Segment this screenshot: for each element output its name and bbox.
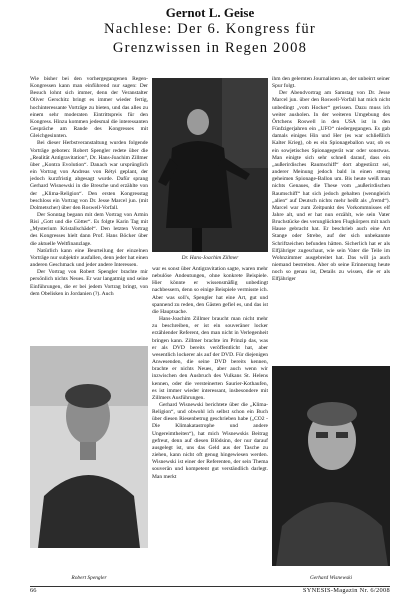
headline-line-1: Nachlese: Der 6. Kongress für: [104, 21, 316, 37]
paragraph: Wie bisher bei den vorhergegangenen Regen-Kongressen kann man einführend nur sagen: Der Besuch lohnt sich immer, denn der Veranstalter Oliver Gerschitz bringt es immer wieder fertig, hochinteressante Vorträge zu bieten, und das alles zu einem sehr moderaten Eintrittspreis für den Kongress. Hinzu kommen jedesmal die interessanten Gespräche am Rande des Kongresses mit Gleichgesinnten.: [30, 76, 148, 140]
author-name: Gernot L. Geise: [165, 5, 255, 20]
paragraph: Der Sonntag begann mit dem Vortrag von Armin Risi „Gott und die Götter“. Es folgte Karin Tag mit „Mysterium Kristallschädel“. Den letzten Vortrag des Kongresses hielt dann Prof. Hans Böcker über die aktuelle Weltfinanzlage.: [30, 211, 148, 247]
paragraph: Der Abendvortrag am Samstag von Dr. Jesse Marcel jun. über den Roswell-Vorfall hat mich nicht unbedingt „vom Hocker“ gerissen. Dazu muss ich weiter ausholen. In der weiteren Umgebung des Örtchens Roswell in den USA ist in den Fünfzigerjahren ein „UFO“ niedergegangen. Es gab damals einiges Hin und Her (es war schließlich Kalter Krieg), ob es ein Spionageballon war, ob es ein sowjetisches Spionagegerät war oder sonstwas. Man einigte sich sehr schnell darauf, dass ein „außerirdisches Raumschiff“ dort abgestürzt sei, anderer Meinung jedoch bald in einen streng geheimen Spionage-Ballon um. Bis heute weiß man nichts Genaues, die These vom „außerirdischen Raumschiff“ hat sich jedoch gehalten (wenngleich „alien“ auf Deutsch nichts mehr heißt als „fremd“). Marcel war zum Zeitpunkt des Vorkommnisses elf Jahre alt, und er hat nun erzählt, wie sein Vater Bruchstücke des verunglückten Flugkörpers mit nach Hause gebracht hat. Er beschrieb auch eine Art Stange oder Strebe, auf der sich unbekannte Schriftzeichen befunden hätten. Sicherlich hat er als Elfjähriger zugeschaut, wie sein Vater die Teile im Wohnzimmer ausgebreitet hat. Das will ja auch niemand bestreiten. Aber ob seine Erinnerung heute noch so genau ist, Details zu wissen, die er als Elfjähriger: [272, 90, 390, 283]
portrait-image: [30, 346, 148, 548]
text-column-3: [272, 76, 390, 360]
paragraph: Gerhard Wisnewski berichtete über die „Klima-Religion“, und obwohl ich selbst schon ein Buch über diesen Riesenbetrug geschrieben habe („CO2 - Die Klimakatastrophe und andere Ungereimtheiten“), hat mich Wisnewskis Beitrag gefreut, denn auf diesen Blödsinn, der nur darauf ausgelegt ist, uns das Geld aus der Tasche zu ziehen, kann nicht oft genug hingewiesen werden. Wisnewski ist einer der Referenten, der sein Thema souverän und kompetent gut verständlich darlegt. Man merkt: [152, 401, 268, 480]
photo-spengler: [30, 346, 148, 548]
magazine-issue: SYNESIS-Magazin Nr. 6/2008: [302, 587, 390, 594]
photo-wisnewski: [272, 366, 390, 566]
text-column-2: [152, 266, 268, 583]
portrait-image: [272, 366, 390, 566]
paragraph: war es sonst über Antigravitation sagte, waren mehr nebulöse Andeutungen, ohne konkrete Beispiele. Hier könnte er wissensmäßig unbedingt nachbessern, denn so einige Beispiele vermisste ich. Aber was soll's, Spengler hat eine Art, gut und spannend zu reden, den Gästen gefiel es, und das ist die Hauptsache.: [152, 266, 268, 315]
text-column-1: [30, 76, 148, 343]
page-number: 66: [30, 587, 37, 594]
caption-wisnewski: Gerhard Wisnewski: [309, 575, 353, 581]
paragraph: Hans-Joachim Zillmer braucht man nicht mehr zu beschreiben, er ist ein souveräner locker erzählender Referent, den man nicht in Verlegenheit bringen kann. Zillmer brachte im Prinzip das, was er als DVD bereits veröffentlicht hat, aber wesentlich lockerer als auf der DVD. Für diejenigen Anwesenden, die seine DVD bereits kennen, brachte er nichts Neues, aber auch wenn wir inzwischen den Ausbruch des Vulkans St. Helens kennen, oder die versteinerten Saurier-Kothaufen, es ist immer wieder interessant, insbesondere mit Zillmers Ausführungen.: [152, 316, 268, 401]
paragraph: Natürlich kann eine Beurteilung der einzelnen Vorträge nur subjektiv ausfallen, denn jeder hat einen anderen Geschmack und jeder andere Interessen.: [30, 247, 148, 269]
article-headline: [20, 20, 400, 58]
caption-spengler: Robert Spengler: [71, 575, 107, 581]
paragraph: Der Vortrag von Robert Spengler brachte mir persönlich nichts Neues. Er war langatmig und seine Einführungen, die er bei jedem Vortrag bringt, von dem Obelisken in Jordanien (?). Auch: [30, 269, 148, 297]
paragraph: Bei dieser Herbstveranstaltung wurden folgende Vorträge geboten: Robert Spengler redete über die „Realität Antigravitation“, Dr. Hans-Joachim Zillmer über „Kontra Evolution“. Danach war ursprünglich ein Vortrag von Andreas von Rétyi geplant, der jedoch kurzfristig abgesagt wurde. Dafür sprang Gerhard Wisnewski in die Bresche und erzählte von der „Klima-Religion“. Den ersten Kongresstag beschloss ein Vortrag von Dr. Jesse Marcel jun. (mit Dolmetscher) über den Roswell-Vorfall.: [30, 140, 148, 211]
photo-zillmer: [152, 78, 268, 252]
speaker-silhouette-image: [152, 78, 268, 252]
caption-zillmer: Dr. Hans-Joachim Zillmer: [181, 255, 239, 261]
headline-line-2: Grenzwissen in Regen 2008: [112, 40, 308, 56]
paragraph: ihm den gelernten Journalisten an, der unbeirrt seiner Spur folgt.: [272, 76, 390, 90]
